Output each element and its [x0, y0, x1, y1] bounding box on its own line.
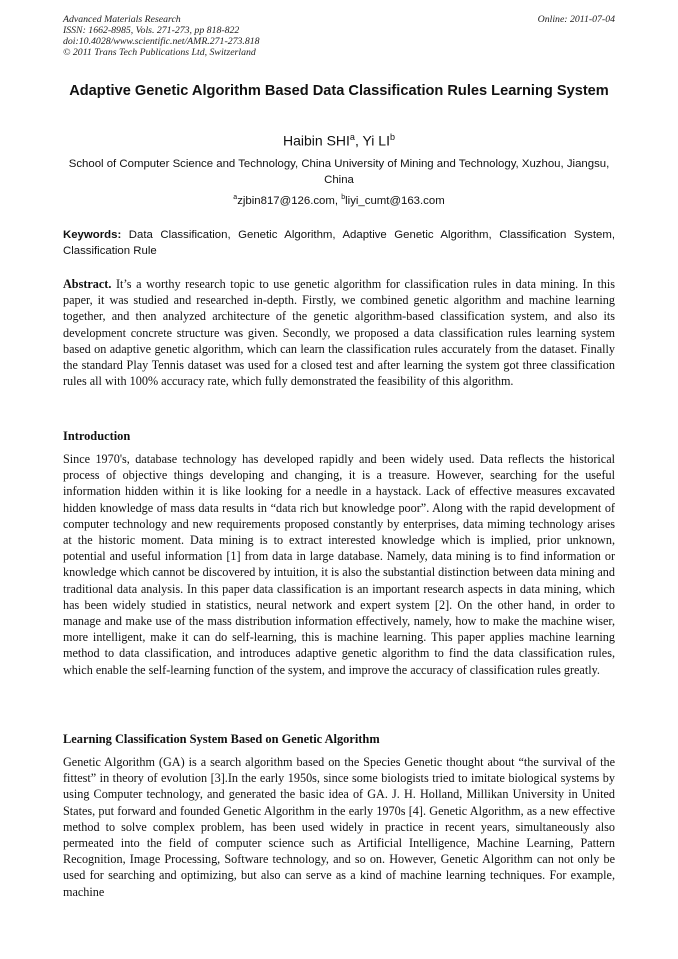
section-heading: Introduction: [63, 429, 131, 443]
email-list: $^a$zjbin817@126.com, $^b$liyi_cumt@163.com: [233, 194, 445, 207]
journal-header: [63, 15, 615, 59]
abstract-label: Abstract.: [63, 277, 112, 291]
online-date: Online: 2011-07-04: [537, 14, 615, 25]
section-heading: Learning Classification System Based on Genetic Algorithm: [63, 732, 380, 746]
author-mark: b: [389, 132, 395, 142]
email-address: zjbin817@126.com: [237, 194, 335, 207]
copyright-line: © 2011 Trans Tech Publications Ltd, Switzerland: [63, 46, 256, 58]
abstract-text: It’s a worthy research topic to use genetic algorithm for classification rules in data mining. In this paper, it was studied and researched in-depth. Firstly, we combined genetic algorithm and machine learning together, and then analyzed architecture of the genetic algorithm-based classification system, and also its development concrete structure was given. Secondly, we proposed a data classification rules learning system based on adaptive genetic algorithm, which can learn the classification rules accurately from the dataset. Finally the standard Play Tennis dataset was used for a closed test and after learning the system got three classification rules all with 100% accuracy rate, which fully demonstrated the feasibility of this algorithm.: [63, 277, 616, 389]
paper-title: Adaptive Genetic Algorithm Based Data Classification Rules Learning System: [69, 83, 609, 99]
issn-line: ISSN: 1662-8985, Vols. 271-273, pp 818-822: [63, 24, 240, 36]
abstract: [63, 276, 615, 389]
keywords-label: Keywords:: [63, 229, 122, 241]
email-mark: a: [233, 194, 238, 201]
author-list: Haibin SHI$^a$, Yi $LI^b$: [283, 132, 395, 149]
keywords-text: Data Classification, Genetic Algorithm, Adaptive Genetic Algorithm, Classification System, Classification Rule: [63, 229, 615, 257]
email-mark: b: [341, 194, 346, 201]
author-name: Yi LI: [362, 132, 390, 149]
doi-line: doi:10.4028/www.scientific.net/AMR.271-273.818: [63, 35, 260, 47]
author-name: Haibin SHI: [283, 132, 350, 149]
section-body: Since 1970's, database technology has developed rapidly and been widely used. Data reflects the historical process of objective things developing and changing, it is a treasure. However, searching for the useful information hidden within it is like looking for a needle in a haystack. Lack of effective measures excavated hidden knowledge of mass data results in “data rich but knowledge poor”. Along with the rapid development of computer technology and new requirements proposed constantly by enterprises, data miming technology arises at the historic moment. Data mining is to extract interested knowledge which is implied, prior unknown, potential and useful information [1] from data in large database. Namely, data mining is to find information or knowledge which cannot be discovered by intuition, it is also the substantial distinction between data mining and traditional data analysis. In this paper data classification is an important research aspects in data mining, which has been widely studied in statistics, neural network and expert system [2]. On the other hand, in order to manage and make use of the mass distribution information effectively, namely, how to make the machine wiser, more intelligent, make it can do self-learning, this is machine learning. This paper applies machine learning method to data classification, and introduces adaptive genetic algorithm to find the data classification rules, which enable the self-learning function of the system, and improve the accuracy of classification rules greatly.: [63, 452, 615, 677]
section-body: Genetic Algorithm (GA) is a search algorithm based on the Species Genetic thought about “the survival of the fittest” in theory of evolution [3].In the early 1950s, since some biologists tried to imitate biological systems by using Computer technology, and generated the basic idea of GA. J. H. Holland, Millikan University in United States, put forward and founded Genetic Algorithm in the early 1970s [4]. Genetic Algorithm, as a new effective method to solve complex problem, has been used widely in practice in recent years, simultaneously also permeated into the field of computer science such as Artificial Intelligence, Machine Learning, Pattern Recognition, Image Processing, Software technology, and so on. However, Genetic Algorithm can not only be used for searching and optimizing, but also can serve as a kind of machine learning techniques. For example, machine: [63, 755, 615, 899]
journal-name: Advanced Materials Research: [63, 14, 181, 25]
author-mark: a: [349, 132, 355, 142]
affiliation: School of Computer Science and Technology, China University of Mining and Technology, Xuzhou, Jiangsu, China: [68, 158, 610, 186]
keywords: [63, 228, 615, 259]
email-address: liyi_cumt@163.com: [345, 194, 445, 207]
